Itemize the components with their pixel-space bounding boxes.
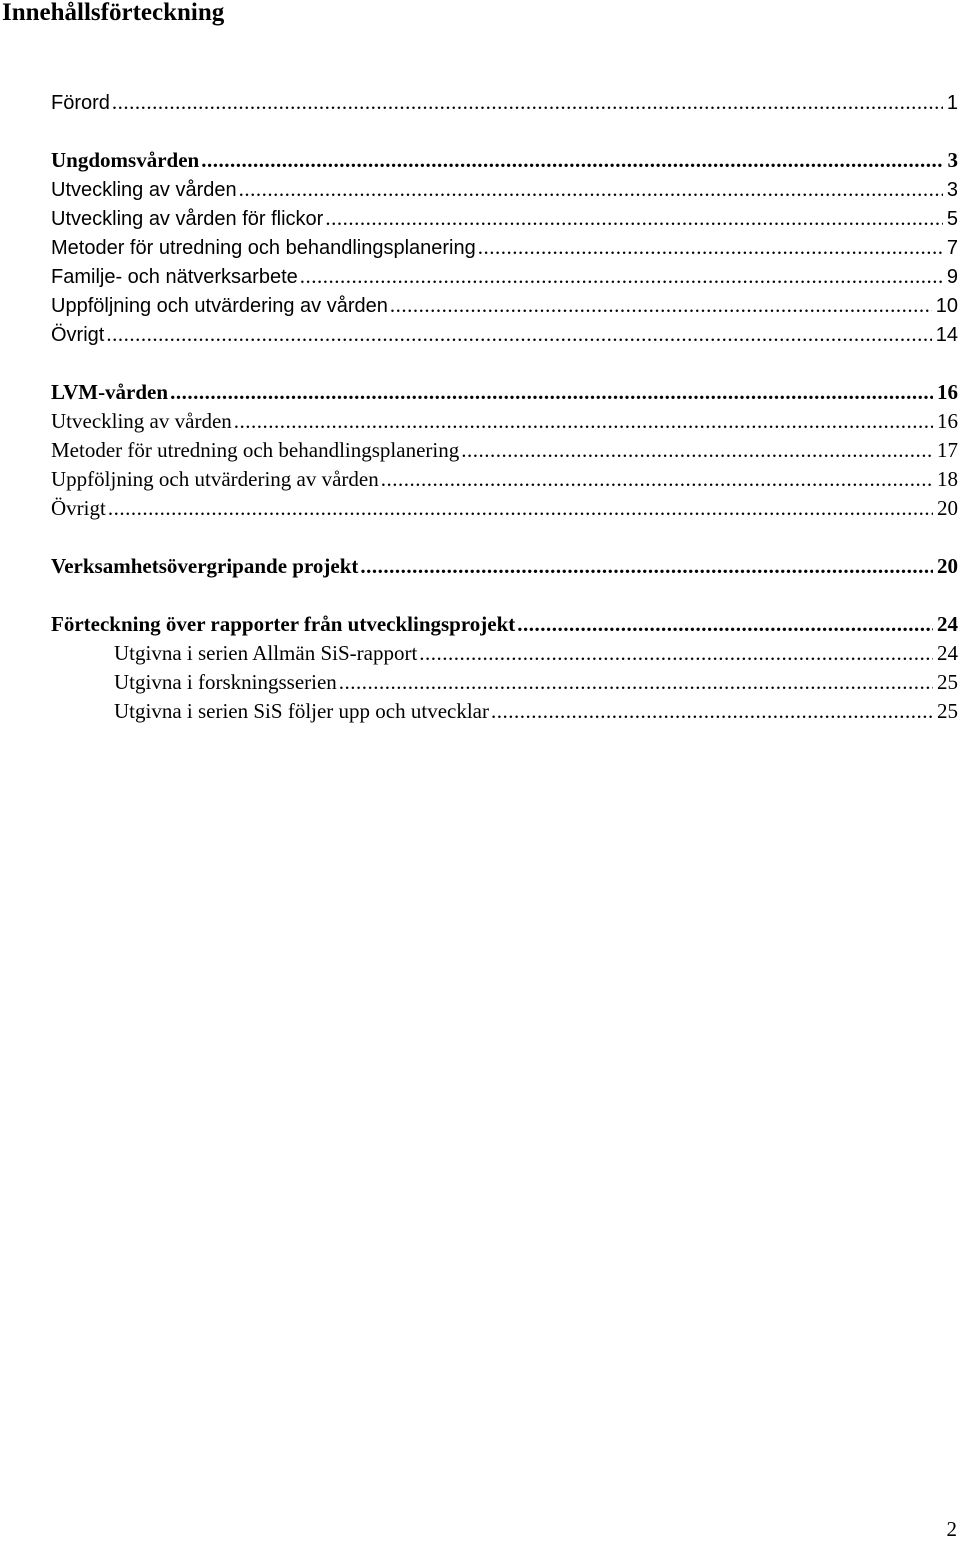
toc-entry-page: 7	[946, 237, 958, 259]
toc-entry[interactable]	[0, 639, 960, 668]
toc-entry-label: Utveckling av vården för flickor	[51, 208, 324, 230]
toc-entry-page: 5	[946, 208, 958, 230]
dot-leader	[234, 407, 933, 436]
dot-leader	[381, 465, 933, 494]
toc-entry[interactable]	[0, 291, 960, 320]
dot-leader	[478, 233, 943, 262]
toc-entry[interactable]	[0, 378, 960, 407]
page-number: 2	[946, 1517, 957, 1541]
toc-entry-label: Verksamhetsövergripande projekt	[51, 554, 359, 578]
toc-entry-page: 25	[937, 670, 958, 694]
toc-entry[interactable]	[0, 465, 960, 494]
dot-leader	[201, 146, 943, 175]
toc-entry-page: 16	[937, 380, 958, 404]
toc-entry-label: Utveckling av vården	[51, 409, 232, 433]
page-title: Innehållsförteckning	[2, 0, 225, 26]
toc-entry-page: 10	[935, 295, 958, 317]
toc-entry[interactable]	[0, 697, 960, 726]
toc-entry[interactable]	[0, 668, 960, 697]
dot-leader	[108, 494, 933, 523]
dot-leader	[106, 320, 931, 349]
toc-entry[interactable]	[0, 610, 960, 639]
toc-entry-page: 17	[937, 438, 958, 462]
toc-entry-page: 18	[937, 467, 958, 491]
toc-entry-label: Utgivna i serien Allmän SiS-rapport	[114, 641, 418, 665]
dot-leader	[300, 262, 943, 291]
dot-leader	[170, 378, 933, 407]
toc-entry-label: Utveckling av vården	[51, 179, 237, 201]
dot-leader	[339, 668, 933, 697]
toc-entry-page: 24	[937, 641, 958, 665]
dot-leader	[419, 639, 933, 668]
toc-entry-page: 9	[946, 266, 958, 288]
toc-entry-page: 25	[937, 699, 958, 723]
toc-entry-label: LVM-vården	[51, 380, 169, 404]
toc-entry-page: 3	[946, 179, 958, 201]
dot-leader	[239, 175, 943, 204]
toc-entry[interactable]	[0, 233, 960, 262]
toc-entry-label: Metoder för utredning och behandlingsplanering	[51, 438, 460, 462]
dot-leader	[112, 88, 943, 117]
toc-entry-label: Familje- och nätverksarbete	[51, 266, 298, 288]
toc-entry[interactable]	[0, 407, 960, 436]
toc-entry-label: Uppföljning och utvärdering av vården	[51, 295, 388, 317]
toc-entry[interactable]	[0, 88, 960, 117]
toc-entry-page: 24	[937, 612, 958, 636]
toc-entry-label: Förteckning över rapporter från utvecklingsprojekt	[51, 612, 516, 636]
toc-entry-label: Utgivna i forskningsserien	[114, 670, 337, 694]
toc-entry[interactable]	[0, 175, 960, 204]
toc-entry[interactable]	[0, 552, 960, 581]
table-of-contents	[0, 88, 960, 726]
toc-entry[interactable]	[0, 262, 960, 291]
dot-leader	[517, 610, 933, 639]
dot-leader	[491, 697, 933, 726]
toc-entry[interactable]	[0, 320, 960, 349]
toc-entry-label: Uppföljning och utvärdering av vården	[51, 467, 379, 491]
toc-entry-label: Metoder för utredning och behandlingsplanering	[51, 237, 476, 259]
toc-entry-label: Övrigt	[51, 324, 105, 346]
dot-leader	[390, 291, 932, 320]
toc-entry-page: 20	[937, 496, 958, 520]
toc-entry[interactable]	[0, 494, 960, 523]
toc-entry-label: Utgivna i serien SiS följer upp och utvecklar	[114, 699, 489, 723]
toc-entry-page: 3	[947, 148, 958, 172]
toc-entry[interactable]	[0, 204, 960, 233]
toc-entry-label: Förord	[51, 92, 110, 114]
toc-entry-page: 1	[946, 92, 958, 114]
toc-entry[interactable]	[0, 146, 960, 175]
toc-entry-label: Övrigt	[51, 496, 106, 520]
toc-entry[interactable]	[0, 436, 960, 465]
toc-entry-label: Ungdomsvården	[51, 148, 200, 172]
dot-leader	[461, 436, 933, 465]
dot-leader	[360, 552, 933, 581]
toc-entry-page: 16	[937, 409, 958, 433]
toc-entry-page: 20	[937, 554, 958, 578]
toc-entry-page: 14	[935, 324, 958, 346]
dot-leader	[325, 204, 943, 233]
